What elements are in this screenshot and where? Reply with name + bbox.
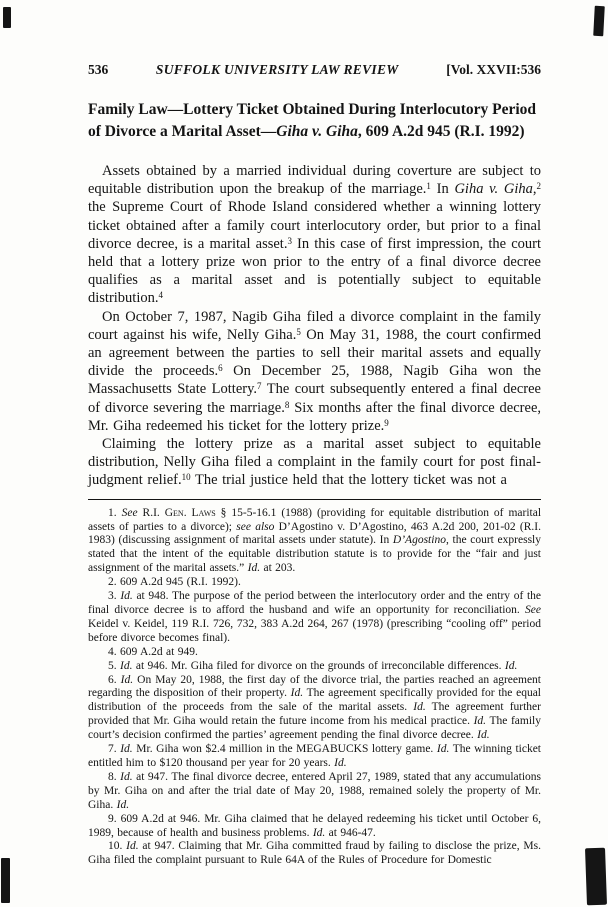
scan-artifact-top-right <box>593 6 605 36</box>
footnote-6: 6. Id. On May 20, 1988, the first day of the divorce trial, the parties reached an agreement regarding the disposition of their property. Id. The agreement specifically provided for the equal distribution of the proceeds from the sale of the marital assets. Id. The agreement further provided that Mr. Giha would retain the future income from his medical practice. Id. The family court’s decision confirmed the parties’ agreement pending the final divorce decree. Id. <box>88 673 542 742</box>
journal-title: SUFFOLK UNIVERSITY LAW REVIEW <box>155 62 399 77</box>
footnote-10: 10. Id. at 947. Claiming that Mr. Giha committed fraud by failing to disclose the prize, Ms. Giha filed the complaint pursuant to Rule 64A of the Rules of Procedure for Domestic <box>88 840 541 867</box>
footnote-5: 5. Id. at 946. Mr. Giha filed for divorce on the grounds of irreconcilable differences. Id. <box>108 659 518 672</box>
footnotes-section <box>88 507 541 869</box>
footnote-3: 3. Id. at 948. The purpose of the period between the interlocutory order and the entry of the final divorce decree is to afford the husband and wife an opportunity for reconciliation. See Keidel v. Keidel, 119 R.I. 726, 732, 383 A.2d 264, 267 (1978) (prescribing “cooling off” period before divorce becomes final). <box>88 590 542 644</box>
running-head <box>88 62 541 78</box>
footnote-1: 1. See R.I. Gen. Laws § 15-5-16.1 (1988) (providing for equitable distribution of marital assets of parties to a divorce); see also D’Agostino v. D’Agostino, 463 A.2d 200, 201-02 (R.I. 1983) (discussing assignment of marital assets under statute). In D’Agostino, the court expressly stated that the intent of the equitable distribution statute is to provide for the “fair and just assignment of the marital assets.” Id. at 203. <box>88 506 542 575</box>
footnote-7: 7. Id. Mr. Giha won $2.4 million in the MEGABUCKS lottery game. Id. The winning ticket entitled him to $120 thousand per year for 20 years. Id. <box>88 743 541 769</box>
scan-artifact-bottom-left <box>1 858 10 903</box>
footnote-8: 8. Id. at 947. The final divorce decree, entered April 27, 1989, stated that any accumulations by Mr. Giha on and after the trial date of May 20, 1988, remained solely the property of Mr. Giha. Id. <box>88 770 542 811</box>
scan-artifact-bottom-right <box>585 848 607 906</box>
body-paragraph-2: On October 7, 1987, Nagib Giha filed a divorce complaint in the family court against his wife, Nelly Giha.$^5$ On May 31, 1988, the court confirmed an agreement between the parties to sell their marital assets and equally divide the proceeds.$^6$ On December 25, 1988, Nagib Giha won the Massachusetts State Lottery.$^7$ The court subsequently entered a final decree of divorce severing the marriage.$^8$ Six months after the final divorce decree, Mr. Giha redeemed his ticket for the lottery prize.$^9$ <box>88 308 542 434</box>
case-comment-title: Family Law—Lottery Ticket Obtained During Interlocutory Period of Divorce a Marital Asset—Giha v. Giha, 609 A.2d 945 (R.I. 1992) <box>88 101 537 140</box>
footnote-separator-rule <box>88 499 541 500</box>
page-number: 536 <box>88 62 109 77</box>
scan-artifact-top-left <box>3 7 11 28</box>
footnote-9: 9. 609 A.2d at 946. Mr. Giha claimed that he delayed redeeming his ticket until October 6, 1989, because of health and business problems. Id. at 946-47. <box>88 812 541 839</box>
footnote-4: 4. 609 A.2d at 949. <box>108 645 198 658</box>
body-paragraph-3: Claiming the lottery prize as a marital asset subject to equitable distribution, Nelly Giha filed a complaint in the family court for post final-judgment relief.$^{10}$ The trial justice held that the lottery ticket was not a <box>88 436 541 489</box>
footnote-2: 2. 609 A.2d 945 (R.I. 1992). <box>108 576 241 589</box>
article-body <box>88 162 541 490</box>
body-paragraph-1: Assets obtained by a married individual during coverture are subject to equitable distribution upon the breakup of the marriage.$^1$ In Giha v. Giha,$^2$ the Supreme Court of Rhode Island considered whether a winning lottery ticket obtained after a family court interlocutory order, but prior to a final divorce decree, is a marital asset.$^3$ In this case of first impression, the court held that a lottery prize won prior to the entry of a final divorce decree qualifies as a marital asset and is potentially subject to equitable distribution.$^4$ <box>88 163 541 307</box>
volume-citation: [Vol. XXVII:536 <box>446 62 541 77</box>
